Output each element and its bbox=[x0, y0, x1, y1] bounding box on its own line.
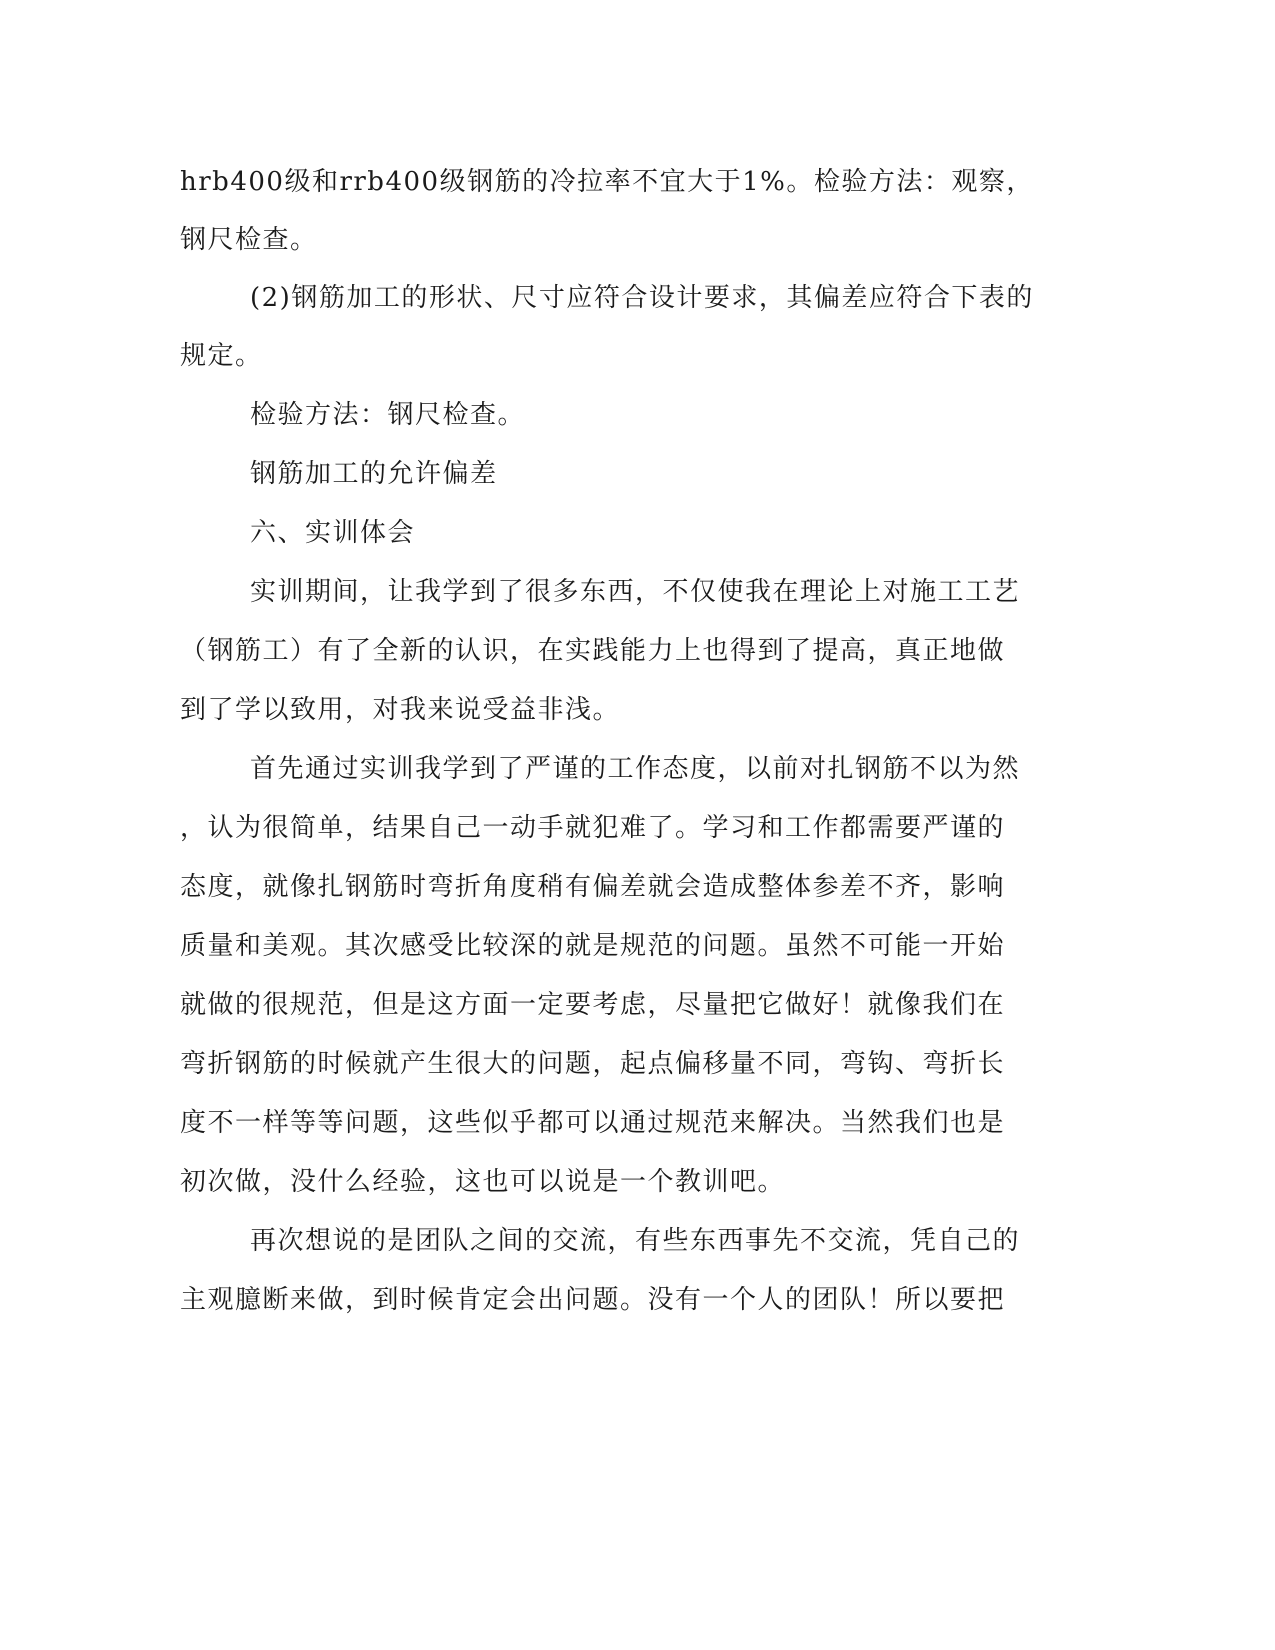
text-line: 主观臆断来做，到时候肯定会出问题。没有一个人的团队！所以要把 bbox=[180, 1285, 1006, 1315]
text-line: 实训期间，让我学到了很多东西，不仅使我在理论上对施工工艺 bbox=[250, 577, 1021, 607]
text-line: 规定。 bbox=[180, 341, 263, 371]
text-line: (2)钢筋加工的形状、尺寸应符合设计要求，其偏差应符合下表的 bbox=[250, 283, 1034, 313]
text-line: （钢筋工）有了全新的认识，在实践能力上也得到了提高，真正地做 bbox=[180, 636, 1006, 666]
text-line: 钢筋加工的允许偏差 bbox=[250, 459, 498, 489]
text-line: 弯折钢筋的时候就产生很大的问题，起点偏移量不同，弯钩、弯折长 bbox=[180, 1049, 1006, 1079]
text-line: 再次想说的是团队之间的交流，有些东西事先不交流，凭自己的 bbox=[250, 1226, 1021, 1256]
text-line: 就做的很规范，但是这方面一定要考虑，尽量把它做好！就像我们在 bbox=[180, 990, 1006, 1020]
text-line: 首先通过实训我学到了严谨的工作态度，以前对扎钢筋不以为然 bbox=[250, 754, 1021, 784]
text-line: 初次做，没什么经验，这也可以说是一个教训吧。 bbox=[180, 1167, 786, 1197]
section-heading: 六、实训体会 bbox=[250, 518, 416, 548]
text-line: 到了学以致用，对我来说受益非浅。 bbox=[180, 695, 621, 725]
text-line: 质量和美观。其次感受比较深的就是规范的问题。虽然不可能一开始 bbox=[180, 931, 1006, 961]
text-line: 检验方法：钢尺检查。 bbox=[250, 400, 526, 430]
text-line: 钢尺检查。 bbox=[180, 225, 318, 255]
text-line: 态度，就像扎钢筋时弯折角度稍有偏差就会造成整体参差不齐，影响 bbox=[180, 872, 1006, 902]
text-line: 度不一样等等问题，这些似乎都可以通过规范来解决。当然我们也是 bbox=[180, 1108, 1006, 1138]
text-line: hrb400级和rrb400级钢筋的冷拉率不宜大于1%。检验方法：观察， bbox=[180, 167, 1034, 197]
text-line: ，认为很简单，结果自己一动手就犯难了。学习和工作都需要严谨的 bbox=[180, 813, 1006, 843]
